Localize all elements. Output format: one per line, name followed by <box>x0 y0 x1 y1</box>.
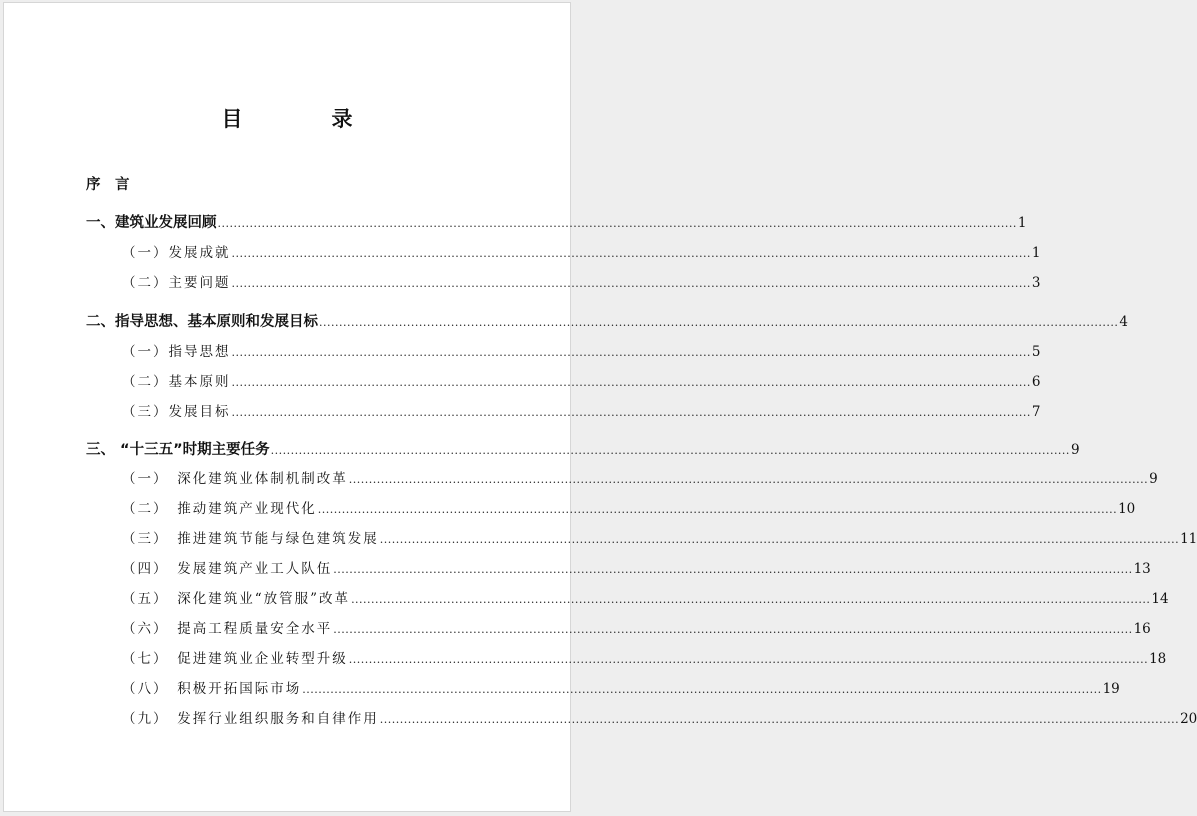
toc-dot-leader: ........................................................................................................................................................................................................ <box>231 376 1031 389</box>
toc-dot-leader: ........................................................................................................................................................................................................ <box>319 316 1119 329</box>
toc-entry[interactable] <box>4 400 1041 420</box>
toc-page-number: 4 <box>1119 314 1128 330</box>
toc-entry[interactable] <box>4 677 1120 697</box>
toc-entry-title: （四） 发展建筑产业工人队伍 <box>122 561 333 577</box>
toc-page-number: 6 <box>1031 374 1041 390</box>
toc-dot-leader: ........................................................................................................................................................................................................ <box>379 713 1180 726</box>
toc-entry-title: （一）指导思想 <box>122 344 231 360</box>
toc-page-number: 7 <box>1031 404 1041 420</box>
toc-dot-leader: ........................................................................................................................................................................................................ <box>333 623 1133 636</box>
toc-dot-leader: ........................................................................................................................................................................................................ <box>231 247 1031 260</box>
toc-page-number: 9 <box>1149 471 1158 487</box>
toc-entry[interactable] <box>4 617 1151 637</box>
toc-entry[interactable] <box>4 527 1197 547</box>
toc-page-number: 10 <box>1118 501 1136 517</box>
toc-entry[interactable] <box>4 340 1041 360</box>
toc-dot-leader: ........................................................................................................................................................................................................ <box>231 346 1031 359</box>
toc-dot-leader: ........................................................................................................................................................................................................ <box>231 277 1031 290</box>
toc-entry-title: （三）发展目标 <box>122 404 231 420</box>
toc-entry[interactable] <box>4 557 1151 577</box>
document-page <box>3 2 1197 812</box>
page-title: 目 录 <box>221 107 387 131</box>
toc-dot-leader: ........................................................................................................................................................................................................ <box>379 533 1180 546</box>
toc-entry-title: （六） 提高工程质量安全水平 <box>122 621 333 637</box>
toc-page-number: 11 <box>1180 531 1197 547</box>
toc-entry-title: （二）基本原则 <box>122 374 231 390</box>
toc-dot-leader: ........................................................................................................................................................................................................ <box>231 406 1031 419</box>
toc-entry[interactable] <box>4 497 1136 517</box>
toc-entry-title: （二） 推动建筑产业现代化 <box>122 501 317 517</box>
toc-entry-title: （三） 推进建筑节能与绿色建筑发展 <box>122 531 379 547</box>
toc-dot-leader: ........................................................................................................................................................................................................ <box>333 563 1133 576</box>
toc-page-number: 14 <box>1151 591 1169 607</box>
toc-entry[interactable] <box>4 271 1041 291</box>
toc-entry-title: （一） 深化建筑业体制机制改革 <box>122 471 348 487</box>
toc-entry[interactable] <box>4 310 1128 330</box>
toc-dot-leader: ........................................................................................................................................................................................................ <box>217 217 1017 230</box>
toc-entry-title: （七） 促进建筑业企业转型升级 <box>122 651 348 667</box>
toc-entry[interactable] <box>4 647 1167 667</box>
toc-dot-leader: ........................................................................................................................................................................................................ <box>317 503 1118 516</box>
toc-page-number: 9 <box>1070 442 1080 458</box>
toc-entry[interactable] <box>4 173 570 193</box>
toc-entry[interactable] <box>4 707 1197 727</box>
toc-entry-title: （九） 发挥行业组织服务和自律作用 <box>122 711 379 727</box>
toc-entry[interactable] <box>4 211 1027 231</box>
toc-entry-title: （五） 深化建筑业“放管服”改革 <box>122 591 351 607</box>
toc-entry-title: 二、指导思想、基本原则和发展目标 <box>86 314 318 330</box>
toc-page-number: 19 <box>1102 681 1120 697</box>
toc-dot-leader: ........................................................................................................................................................................................................ <box>270 444 1070 457</box>
toc-dot-leader: ........................................................................................................................................................................................................ <box>348 473 1149 486</box>
toc-entry-title: 一、建筑业发展回顾 <box>86 215 217 231</box>
toc-entry-title: （一）发展成就 <box>122 245 231 261</box>
toc-entry[interactable] <box>4 370 1041 390</box>
toc-page-number: 16 <box>1133 621 1151 637</box>
toc-entry[interactable] <box>4 438 1080 458</box>
toc-dot-leader: ........................................................................................................................................................................................................ <box>348 653 1149 666</box>
toc-page-number: 3 <box>1031 275 1041 291</box>
toc-entry-title: 三、 “十三五”时期主要任务 <box>86 442 270 458</box>
toc-page-number: 20 <box>1180 711 1197 727</box>
toc-entry[interactable] <box>4 587 1169 607</box>
toc-page-number: 1 <box>1017 215 1027 231</box>
toc-page-number: 1 <box>1031 245 1041 261</box>
toc-page-number: 5 <box>1031 344 1041 360</box>
toc-page-number: 18 <box>1149 651 1167 667</box>
toc-entry-title: （八） 积极开拓国际市场 <box>122 681 302 697</box>
toc-page-number: 13 <box>1133 561 1151 577</box>
toc-entry[interactable] <box>4 467 1158 487</box>
toc-entry-title: 序 言 <box>86 177 130 193</box>
toc-entry[interactable] <box>4 241 1041 261</box>
toc-entry-title: （二）主要问题 <box>122 275 231 291</box>
toc-dot-leader: ........................................................................................................................................................................................................ <box>351 593 1151 606</box>
toc-dot-leader: ........................................................................................................................................................................................................ <box>302 683 1102 696</box>
